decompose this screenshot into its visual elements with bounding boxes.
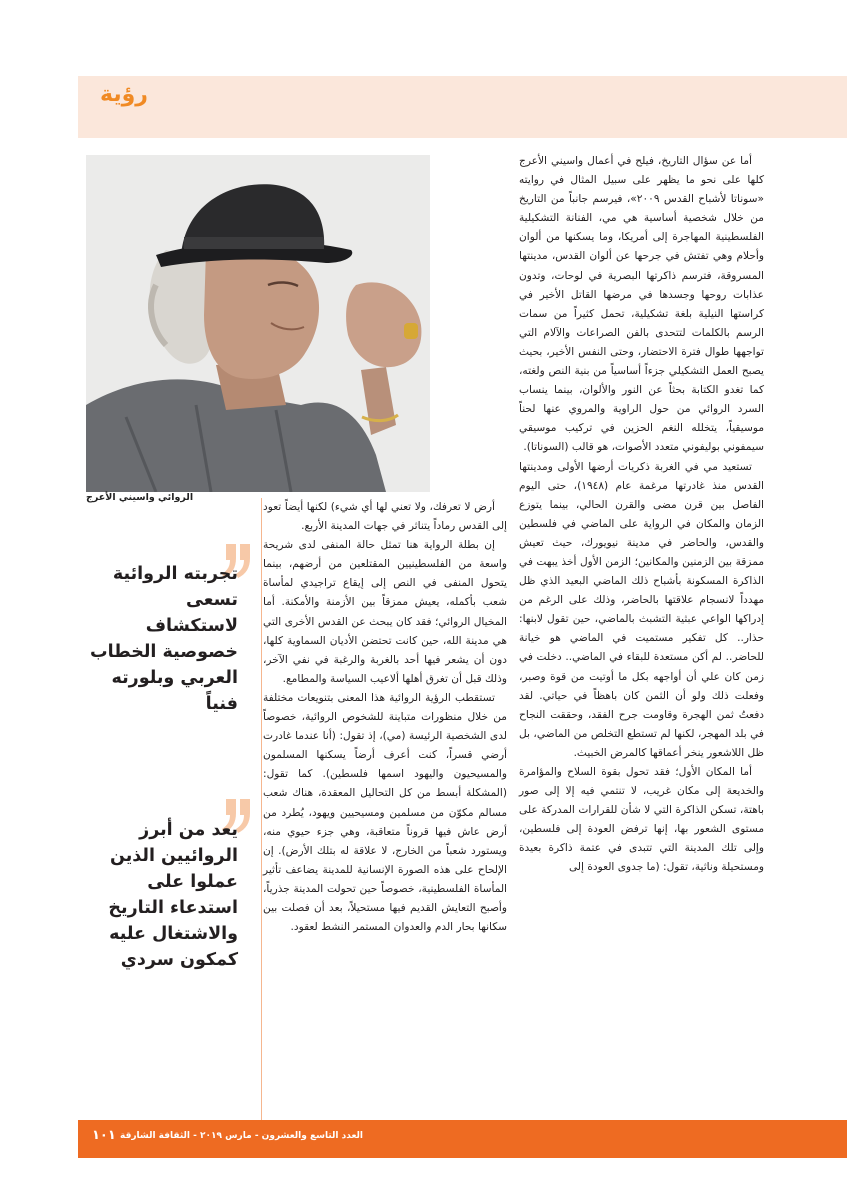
article-right-column <box>519 152 764 878</box>
pull-quote: يعد من أبرز الروائيين الذين عملوا على استدعاء التاريخ والاشتغال عليه كمكون سردي <box>108 820 238 970</box>
article-paragraph: إن بطلة الرواية هنا تمثل حالة المنفى لدى شريحة واسعة من الفلسطينيين المقتلعين من أرضهم، بينما يتحول المنفى في النص إلى إيقاع تراجيدي لمأساة شعب بأكمله، يعيش ممزقاً بين الأزمنة والأمكنة. أما المخيال الروائي؛ فقد كان يبحث عن القدس الأخرى التي هي مدينة الله، حين كانت تحتضن الأديان السماوية كلها، دون أن يشعر فيها أحد بالغربة والرغبة في نفي الآخر، وذلك قبل أن تغرق أهلها ألاعيب السياسة والمطامع. <box>263 539 507 685</box>
pull-quote: تجربته الروائية تسعى لاستكشاف خصوصية الخطاب العربي وبلورته فنياً <box>90 564 238 714</box>
article-middle-column <box>263 498 507 937</box>
page-number: ١٠١ <box>92 1128 116 1143</box>
article-paragraph: أما المكان الأول؛ فقد تحول بقوة السلاح والمؤامرة والخديعة إلى مكان غريب، لا تنتمي فيه إلا إلى صور باهتة، تسكن الذاكرة التي لا شأن للقرارات المدركة على مستوى الشعور بها، إنها ترفض العودة إلى فلسطين، وإلى تلك المدينة التي تتبدى في عتمة ذاكرة بعيدة ومستحيلة وناثية، تقول: (ما جدوى العودة إلى <box>519 766 764 874</box>
author-portrait-illustration <box>86 155 430 492</box>
header-band <box>78 76 847 138</box>
author-photo <box>86 155 430 492</box>
article-paragraph: أرض لا تعرفك، ولا تعني لها أي شيء) لكنها أيضاً تعود إلى القدس رماداً يتناثر في جهات المدينة الأربع. <box>263 501 507 533</box>
section-title: رؤية <box>100 82 148 107</box>
column-divider <box>261 498 262 1138</box>
article-paragraph: تستعيد مي في الغربة ذكريات أرضها الأولى ومدينتها القدس منذ غادرتها مرغمة عام (١٩٤٨)، حتى اليوم الفاصل بين قرن مضى والقرن الحالي، بينما يتوزع الزمان والمكان في الرواية على الماضي في فلسطين والقدس، والحاضر في مدينة نيويورك، حيث تعيش ممزقة بين الزمنين والمكانين؛ الزمن الأول أخذ يبهت في الذاكرة المسكونة بأشباح ذلك الماضي البعيد الذي ظل مهدداً لانسجام علاقتها بالحاضر، وذلك على الرغم من إدراكها الواعي عبثية التشبث بالماضي، حين تقول لابنها: حذار.. كل تفكير مستميت في الماضي هو خيانة للحاضر.. لم أكن مستعدة للبقاء في الماضي.. دخلت في زمن كان علي أن أواجهه بكل ما أوتيت من قوة وصبر، وفعلت ذلك ولو أن الثمن كان باهظاً في حياتي. لقد دفعتُ ثمن الهجرة وقاومت جرح الفقد، وحققت النجاح في بلد المهجر، لكنها لم تستطع التخلص من الماضي، بل ظل اللاشعور ينخر أعماقها كالمرض الخبيث. <box>519 460 765 759</box>
photo-caption: الروائي واسيني الأعرج <box>86 492 194 503</box>
article-paragraph: تستقطب الرؤية الروائية هذا المعنى بتنويعات مختلفة من خلال منظورات متباينة للشخوص الروائية، خصوصاً لدى الشخصية الرئيسة (مي)، إذ تقول: (أنا عندما غادرت أرضي قسراً، كنت أعرف أرضاً يسكنها المسلمون والمسيحيون واليهود اسمها فلسطين). كما تقول: (المشكلة أبسط من كل التحاليل المعقدة، هناك شعب مسالم مكوّن من مسلمين ومسيحيين ويهود، يُطرد من أرض عاش فيها قروناً متعاقبة، وهي جزء حيوي منه، ويستورد شعباً من الخارج، لا علاقة له بتلك الأرض). إن الإلحاح على هذه الصورة الإنسانية للمدينة يضاعف تأثير المأساة الفلسطينية، خصوصاً حين تحولت المدينة جذرياً، وأصبح التعايش القديم فيها مستحيلاً، بعد أن فصلت بين سكانها بحار الدم والعدوان المستمر النشط لعقود. <box>263 691 507 934</box>
article-paragraph: أما عن سؤال التاريخ، فيلح في أعمال واسيني الأعرج كلها على نحو ما يظهر على سبيل المثال في روايته «سوناتا لأشباح القدس ٢٠٠٩»، فيرسم جانباً من التاريخ من خلال شخصية أساسية هي مي، الفنانة التشكيلية الفلسطينية المهاجرة إلى أمريكا، وما يسكنها من ألوان وأحلام وهي تفتش في جرحها عن ألوان القدس، مدينتها المسروقة، فترسم ذاكرتها البصرية في لوحات، وتدون عذابات روحها وجسدها في مرضها القاتل الأخير في كراستها النيلية بلغة تشكيلية، تحمل كثيراً من سمات الرسم بالكلمات لتتحدى بالفن الصراعات والآلام التي تواجهها طوال فترة الاحتضار، وحتى النفس الأخير، بحيث يصبح العمل التشكيلي جزءاً أساسياً من بنية النص ولغته، كما تغدو الكتابة بحثاً عن النور والألوان، بينما ينساب السرد الروائي من حول الراوية والمروي عنها لحناً موسيقياً، يتخلله النغم الحزين في تركيب موسيقي سيمفوني بوليفوني متعدد الأصوات، هو قالب (السوناتا). <box>519 155 764 454</box>
issue-info: العدد التاسع والعشرون - مارس ٢٠١٩ - الثقافة الشارقة <box>120 1131 364 1141</box>
